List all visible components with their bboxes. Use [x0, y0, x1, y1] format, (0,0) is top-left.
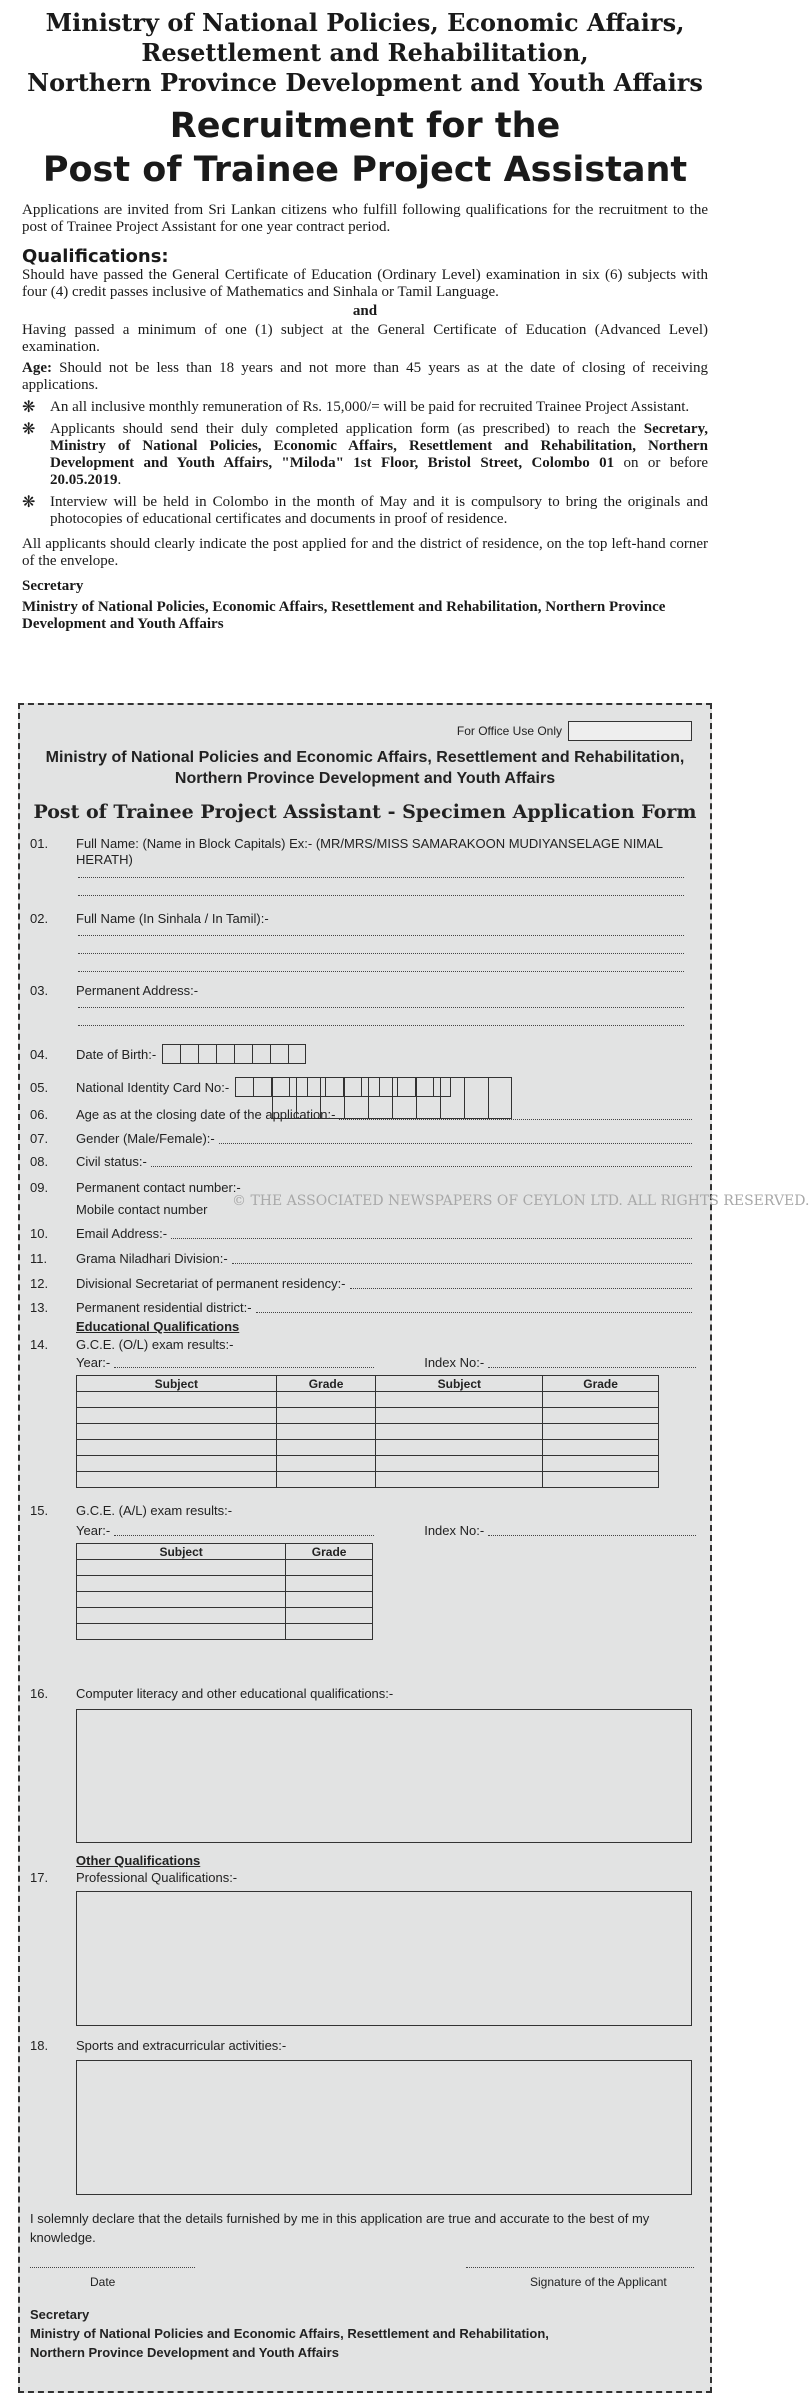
district-input[interactable] [256, 1300, 692, 1313]
field-email: 10. Email Address:- [30, 1226, 692, 1242]
field-civil-status: 08. Civil status:- [30, 1154, 692, 1170]
other-qualifications-heading: Other Qualifications [76, 1853, 201, 1868]
bullet-application [0, 421, 730, 489]
table-row[interactable] [77, 1456, 659, 1472]
application-form [18, 703, 809, 2393]
date-line[interactable] [30, 2267, 195, 2268]
contact-number-cells[interactable] [272, 1077, 512, 1119]
field-ol-results: 14. G.C.E. (O/L) exam results:- [30, 1337, 234, 1352]
mailing-address: Secretary, Ministry of National Policies, Economic Affairs, Resettlement and Rehabilitation, Northern Development and Youth Affairs, "Miloda" 1st Floor, Bristol Street, Colombo 01 [50, 421, 709, 471]
address-line[interactable] [78, 1025, 684, 1026]
remuneration-text: An all inclusive monthly remuneration of Rs. 15,000/= will be paid for recruited Trainee Project Assistant. [50, 399, 690, 415]
ol-year-index: Year:- Index No:- [76, 1355, 696, 1370]
computer-literacy-box[interactable] [76, 1709, 692, 1843]
local-name-line[interactable] [78, 953, 684, 954]
field-contact-number: 09. Permanent contact number:- [30, 1180, 241, 1195]
qualifications-heading: Qualifications: [22, 246, 169, 267]
interview-text: Interview will be held in Colombo in the month of May and it is compulsory to bring the originals and photocopies of educational certificates and documents in proof of residence. [50, 494, 708, 527]
educational-qualifications-heading: Educational Qualifications [76, 1319, 240, 1334]
field-professional-qualifications: 17. Professional Qualifications:- [30, 1870, 238, 1885]
table-row[interactable] [77, 1624, 373, 1640]
field-ds-division: 12. Divisional Secretariat of permanent residency:- [30, 1276, 692, 1292]
closing-date: 20.05.2019 [50, 472, 118, 488]
al-requirement: Having passed a minimum of one (1) subject at the General Certificate of Education (Advanced Level) examination. [22, 322, 708, 355]
page-title: Recruitment for the Post of Trainee Project Assistant [42, 106, 688, 190]
office-use-box[interactable] [568, 721, 692, 741]
office-use-field [457, 721, 692, 741]
ol-year-input[interactable] [114, 1355, 374, 1368]
field-computer-literacy: 16. Computer literacy and other educational qualifications:- [30, 1686, 394, 1701]
age-text: Should not be less than 18 years and not more than 45 years as at the date of closing of receiving applications. [22, 360, 709, 393]
civil-status-input[interactable] [151, 1154, 692, 1167]
form-title: Post of Trainee Project Assistant - Specimen Application Form [33, 801, 697, 823]
ol-index-input[interactable] [488, 1355, 696, 1368]
bullet-interview [0, 494, 730, 528]
gn-division-input[interactable] [232, 1251, 692, 1264]
field-gender: 07. Gender (Male/Female):- [30, 1131, 692, 1147]
bullet-remuneration [0, 399, 730, 416]
al-year-index: Year:- Index No:- [76, 1523, 696, 1538]
age-requirement [0, 360, 730, 394]
asterisk-bullet-icon: ❋ [22, 494, 36, 511]
and-connector: and [352, 303, 378, 319]
field-mobile-number: Mobile contact number [76, 1202, 208, 1217]
watermark: © THE ASSOCIATED NEWSPAPERS OF CEYLON LTD. ALL RIGHTS RESERVED. [232, 1193, 809, 1209]
field-district: 13. Permanent residential district:- [30, 1300, 692, 1316]
field-permanent-address: 03. Permanent Address:- [30, 983, 199, 998]
form-ministry: Ministry of National Policies and Economic Affairs, Resettlement and Rehabilitation, Northern Province Development and Youth Affairs [45, 749, 685, 787]
signature-line[interactable] [466, 2267, 694, 2268]
declaration-text: I solemnly declare that the details furnished by me in this application are true and accurate to the best of my knowledge. [30, 2211, 650, 2245]
form-secretary-block: Secretary Ministry of National Policies and Economic Affairs, Resettlement and Rehabilitation, Northern Province Development and Youth Affairs [30, 2307, 549, 2360]
field-full-name-local: 02. Full Name (In Sinhala / In Tamil):- [30, 911, 269, 926]
ministry-header: Ministry of National Policies, Economic Affairs, Resettlement and Rehabilitation, Northern Province Development and Youth Affairs [27, 8, 703, 97]
al-index-input[interactable] [488, 1523, 696, 1536]
office-use-label: For Office Use Only [456, 724, 562, 738]
al-results-table: Subject Grade [76, 1543, 373, 1640]
table-row[interactable] [77, 1440, 659, 1456]
secretary-ministry: Ministry of National Policies, Economic Affairs, Resettlement and Rehabilitation, Northern Province Development and Youth Affairs [22, 599, 666, 632]
advertisement [0, 8, 730, 633]
table-row[interactable] [77, 1560, 373, 1576]
table-row[interactable] [77, 1408, 659, 1424]
field-al-results: 15. G.C.E. (A/L) exam results:- [30, 1503, 233, 1518]
asterisk-bullet-icon: ❋ [22, 421, 36, 438]
table-row[interactable] [77, 1608, 373, 1624]
full-name-line[interactable] [78, 877, 684, 878]
envelope-note: All applicants should clearly indicate the post applied for and the district of residence, on the top left-hand corner of the envelope. [22, 536, 708, 569]
age-label: Age: [22, 360, 52, 376]
email-input[interactable] [171, 1226, 692, 1239]
ol-requirement: Should have passed the General Certificate of Education (Ordinary Level) examination in six (6) subjects with four (4) credit passes inclusive of Mathematics and Sinhala or Tamil Language. [22, 267, 708, 300]
ol-results-table: Subject Grade Subject Grade [76, 1375, 659, 1488]
date-label: Date [90, 2275, 116, 2289]
table-row[interactable] [77, 1424, 659, 1440]
field-sports: 18. Sports and extracurricular activities:- [30, 2038, 287, 2053]
field-date-of-birth: 04. Date of Birth:- [30, 1047, 692, 1064]
field-full-name: 01. Full Name: (Name in Block Capitals) Ex:- (MR/MRS/MISS SAMARAKOON MUDIYANSELAGE NIMAL HERATH) [30, 836, 663, 867]
local-name-line[interactable] [78, 971, 684, 972]
asterisk-bullet-icon: ❋ [22, 399, 36, 416]
sports-activities-box[interactable] [76, 2060, 692, 2195]
field-nic: 05. National Identity Card No:- [30, 1080, 692, 1097]
field-age: 06. Age as at the closing date of the application:- [30, 1107, 692, 1123]
address-line[interactable] [78, 1007, 684, 1008]
ds-division-input[interactable] [350, 1276, 692, 1289]
dob-cells[interactable] [162, 1047, 306, 1064]
table-row[interactable] [77, 1576, 373, 1592]
field-gn-division: 11. Grama Niladhari Division:- [30, 1251, 692, 1267]
signature-label: Signature of the Applicant [530, 2275, 667, 2289]
intro-paragraph: Applications are invited from Sri Lankan citizens who fulfill following qualifications for the recruitment to the post of Trainee Project Assistant for one year contract period. [22, 202, 708, 235]
full-name-line[interactable] [78, 895, 684, 896]
secretary-title: Secretary [22, 578, 84, 594]
gender-input[interactable] [219, 1131, 692, 1144]
table-row[interactable] [77, 1392, 659, 1408]
table-row[interactable] [77, 1472, 659, 1488]
al-year-input[interactable] [114, 1523, 374, 1536]
local-name-line[interactable] [78, 935, 684, 936]
table-row[interactable] [77, 1592, 373, 1608]
application-text: Applicants should send their duly completed application form (as prescribed) to reach the Secretary, Ministry of National Policies, Economic Affairs, Resettlement and Rehabilitation, Northern Development and Youth Affairs, "Miloda" 1st Floor, Bristol Street, Colombo 01 on or before 20.05.2019. [50, 421, 709, 488]
professional-qualifications-box[interactable] [76, 1891, 692, 2026]
